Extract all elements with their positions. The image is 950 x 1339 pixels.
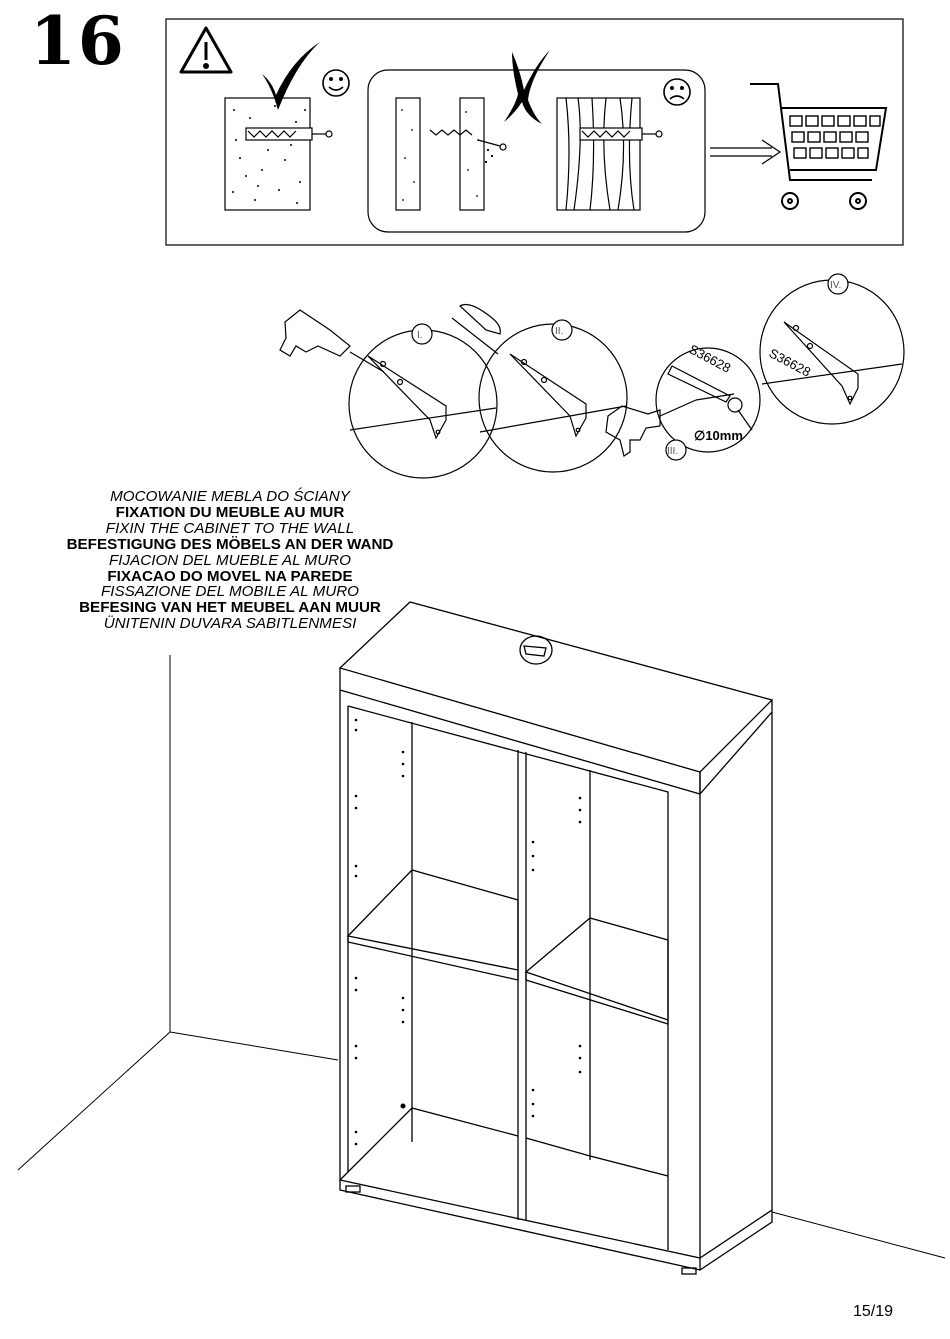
title-es: FIJACION DEL MUEBLE AL MURO xyxy=(109,551,351,569)
title-tr: ÜNITENIN DUVARA SABITLENMESI xyxy=(103,615,357,633)
title-fr: FIXATION DU MEUBLE AU MUR xyxy=(115,503,345,521)
title-de: BEFESTIGUNG DES MÖBELS AN DER WAND xyxy=(66,535,394,553)
cabinet-drawing xyxy=(340,602,772,1274)
step-number: 16 xyxy=(30,2,126,80)
title-pl: MOCOWANIE MEBLA DO ŚCIANY xyxy=(110,488,350,505)
step-iv-label: IV. xyxy=(830,280,842,291)
concrete-wall-good xyxy=(225,98,332,210)
wood-wall-bad xyxy=(557,98,662,210)
title-list xyxy=(20,489,440,632)
check-icon xyxy=(262,42,320,110)
step-i-circle xyxy=(280,310,497,478)
frown-icon xyxy=(664,79,690,105)
step-ii-circle xyxy=(452,305,627,473)
arrow-icon xyxy=(710,140,780,164)
title-nl: BEFESING VAN HET MEUBEL AAN MUUR xyxy=(79,599,381,617)
dowel-code-b: S36628 xyxy=(766,345,814,380)
smile-icon xyxy=(323,70,349,96)
hollow-wall-bad xyxy=(396,98,506,210)
title-it: FISSAZIONE DEL MOBILE AL MURO xyxy=(101,583,359,601)
title-en: FIXIN THE CABINET TO THE WALL xyxy=(105,519,355,537)
shopping-cart-icon xyxy=(750,84,886,209)
cross-icon xyxy=(504,50,550,124)
drill-diameter: ∅10mm xyxy=(694,428,743,443)
room-lines xyxy=(18,655,945,1258)
step-iii-circle xyxy=(606,348,760,460)
step-ii-label: II. xyxy=(555,326,564,337)
warning-icon xyxy=(181,28,231,72)
bad-walls-panel xyxy=(368,70,705,232)
dowel-code-a: S36628 xyxy=(686,341,734,376)
page-number: 15/19 xyxy=(852,1303,893,1320)
title-pt: FIXACAO DO MOVEL NA PAREDE xyxy=(107,567,353,585)
step-iii-label: III. xyxy=(667,446,679,457)
step-i-label: I. xyxy=(417,330,423,341)
drill-icon xyxy=(280,310,384,372)
